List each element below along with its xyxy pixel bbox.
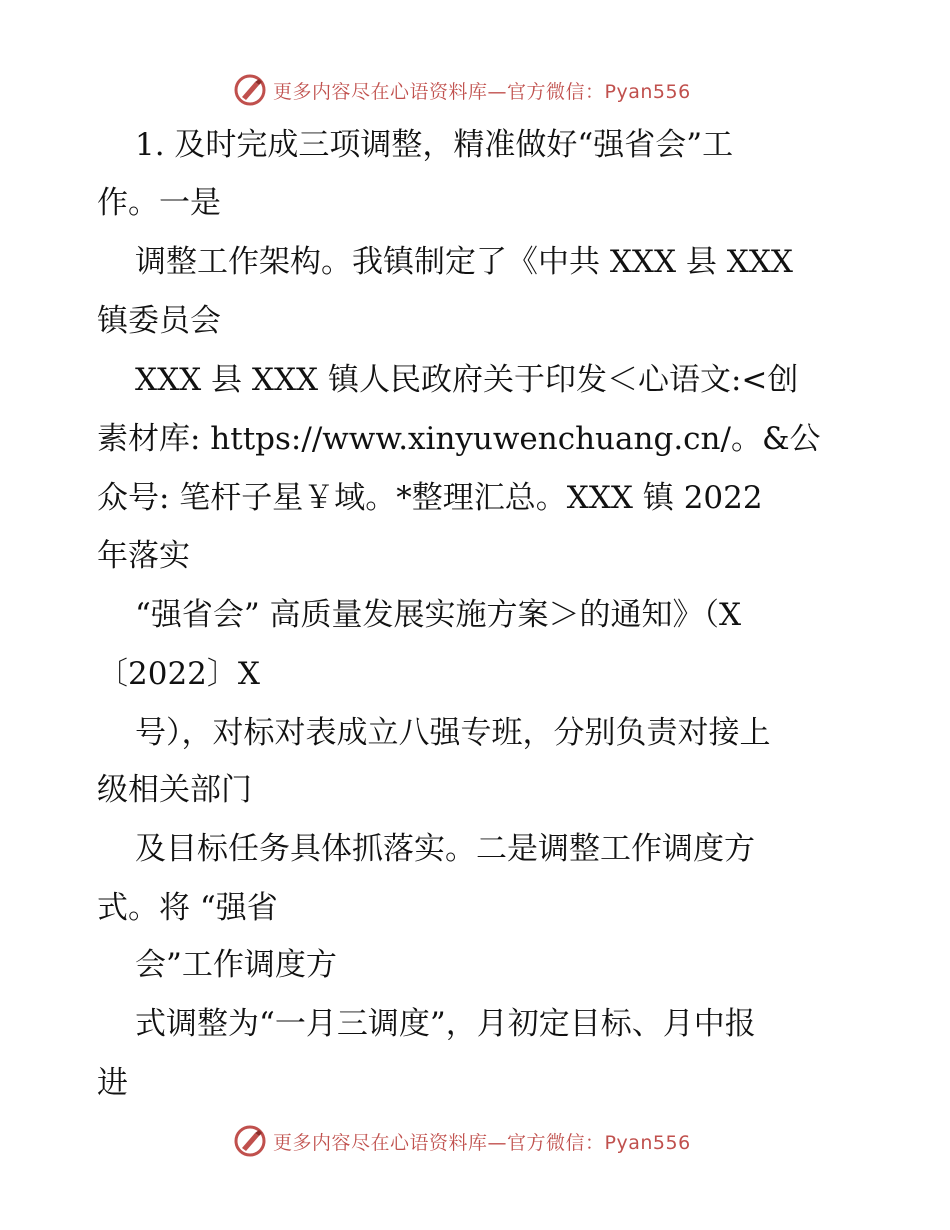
text-line: 会”工作调度方 (135, 947, 337, 983)
text-line: 级相关部门 (97, 772, 252, 808)
text-line: 〔2022〕X (97, 656, 260, 692)
text-line: 及目标任务具体抓落实。二是调整工作调度方 (135, 831, 755, 867)
text-line: XXX 县 XXX 镇人民政府关于印发＜心语文:<创 (135, 362, 799, 398)
pen-seal-logo-icon (233, 73, 267, 107)
text-line: “强省会” 高质量发展实施方案＞的通知》（X (135, 597, 742, 633)
text-line: 素材库: https://www.xinyuwenchuang.cn/。&公 (97, 421, 821, 457)
header-watermark-text: 更多内容尽在心语资料库—官方微信：Pyan556 (273, 80, 691, 103)
text-line: 众号: 笔杆子星￥域。*整理汇总。XXX 镇 2022 (97, 480, 763, 516)
text-line: 年落实 (97, 538, 190, 574)
text-line: 1. 及时完成三项调整，精准做好“强省会”工 (135, 127, 734, 163)
text-line: 式调整为“一月三调度”，月初定目标、月中报 (135, 1006, 756, 1042)
header-watermark (233, 73, 691, 107)
footer-watermark (233, 1124, 691, 1158)
text-line: 进 (97, 1065, 128, 1101)
footer-watermark-text: 更多内容尽在心语资料库—官方微信：Pyan556 (273, 1131, 691, 1154)
text-line: 号），对标对表成立八强专班，分别负责对接上 (135, 715, 771, 751)
pen-seal-logo-icon (233, 1124, 267, 1158)
text-line: 镇委员会 (97, 303, 221, 339)
text-line: 作。一是 (97, 185, 221, 221)
text-line: 式。将 “强省 (97, 890, 278, 926)
text-line: 调整工作架构。我镇制定了《中共 XXX 县 XXX (135, 244, 793, 280)
